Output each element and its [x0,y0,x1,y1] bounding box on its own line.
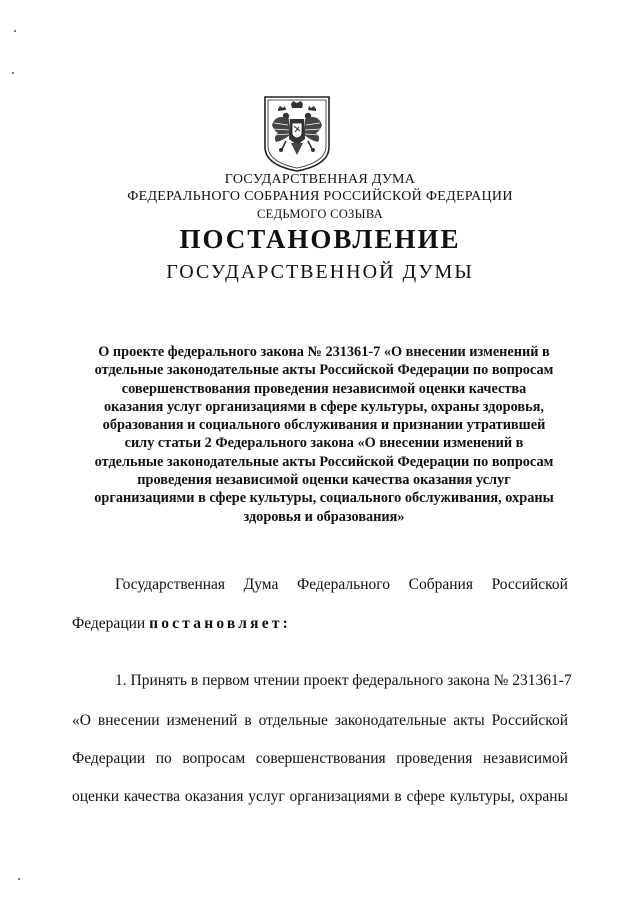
body-word: законодательные [334,712,447,729]
item-1-line-1: 1. Принять в первом чтении проект федерального закона № 231361-7 [115,672,572,689]
body-word: Государственная [115,576,226,593]
document-title: ПОСТАНОВЛЕНИЕ [179,224,461,254]
body-word: Российской [491,712,568,729]
scan-speck [14,30,16,32]
subject-line: оказания услуг организациями в сфере культуры, охраны здоровья, [103,398,545,415]
body-word: независимой [482,750,568,767]
body-intro-line-1 [115,575,568,595]
subject-line: совершенствования проведения независимой оценки качества [121,380,527,397]
body-word: совершенствования [255,750,386,767]
item-1-line-4 [72,787,568,807]
body-intro-line-2 [72,614,568,634]
body-word: Российской [491,576,568,593]
body-word: внесении [97,712,160,729]
subject-line: здоровья и образования» [243,508,405,525]
body-word: оценки [72,788,120,805]
header-line-duma: ГОСУДАРСТВЕННАЯ ДУМА [224,172,416,187]
body-word: Федерации [72,750,146,767]
body-word: в [394,788,402,805]
resolution-subject [72,343,576,526]
body-word: Федерального [296,576,391,593]
header-line-assembly: ФЕДЕРАЛЬНОГО СОБРАНИЯ РОССИЙСКОЙ ФЕДЕРАЦИИ [127,189,513,204]
body-word: Дума [243,576,279,593]
subject-line: проведения независимой оценки качества оказания услуг [137,472,511,489]
subject-line: отдельные законодательные акты Российской Федерации по вопросам [94,453,554,470]
body-word: в [244,712,252,729]
body-word: оказания [184,788,244,805]
body-word: культуры, [449,788,515,805]
subject-line: силу статьи 2 Федерального закона «О внесении изменений в [124,435,524,452]
body-word: по [155,750,172,767]
body-word: Собрания [408,576,473,593]
body-word: охраны [519,788,568,805]
item-1-line-3 [72,749,568,769]
body-word: Федерации [72,615,146,632]
item-1-line-2 [72,711,568,731]
body-word: вопросам [182,750,246,767]
body-word: «О [72,712,91,729]
body-word: отдельные [258,712,328,729]
body-word: услуг [248,788,285,805]
subject-line: образования и социального обслуживания и признании утратившей [102,417,546,434]
subject-line: отдельные законодательные акты Российской Федерации по вопросам [94,362,554,379]
scan-speck [18,878,20,880]
coat-of-arms-emblem-icon [262,95,332,173]
scan-speck [12,72,14,74]
decree-word: постановляет: [149,615,291,632]
body-word: изменений [166,712,238,729]
body-word: качества [123,788,181,805]
body-word: проведения [396,750,473,767]
body-word: акты [453,712,485,729]
body-word: организациями [289,788,390,805]
document-subtitle: ГОСУДАРСТВЕННОЙ ДУМЫ [166,261,474,283]
subject-line: организациями в сфере культуры, социального обслуживания, охраны [94,490,554,507]
header-line-convocation: СЕДЬМОГО СОЗЫВА [257,207,383,221]
subject-line: О проекте федерального закона № 231361-7 «О внесении изменений в [98,344,550,360]
body-word: сфере [406,788,446,805]
